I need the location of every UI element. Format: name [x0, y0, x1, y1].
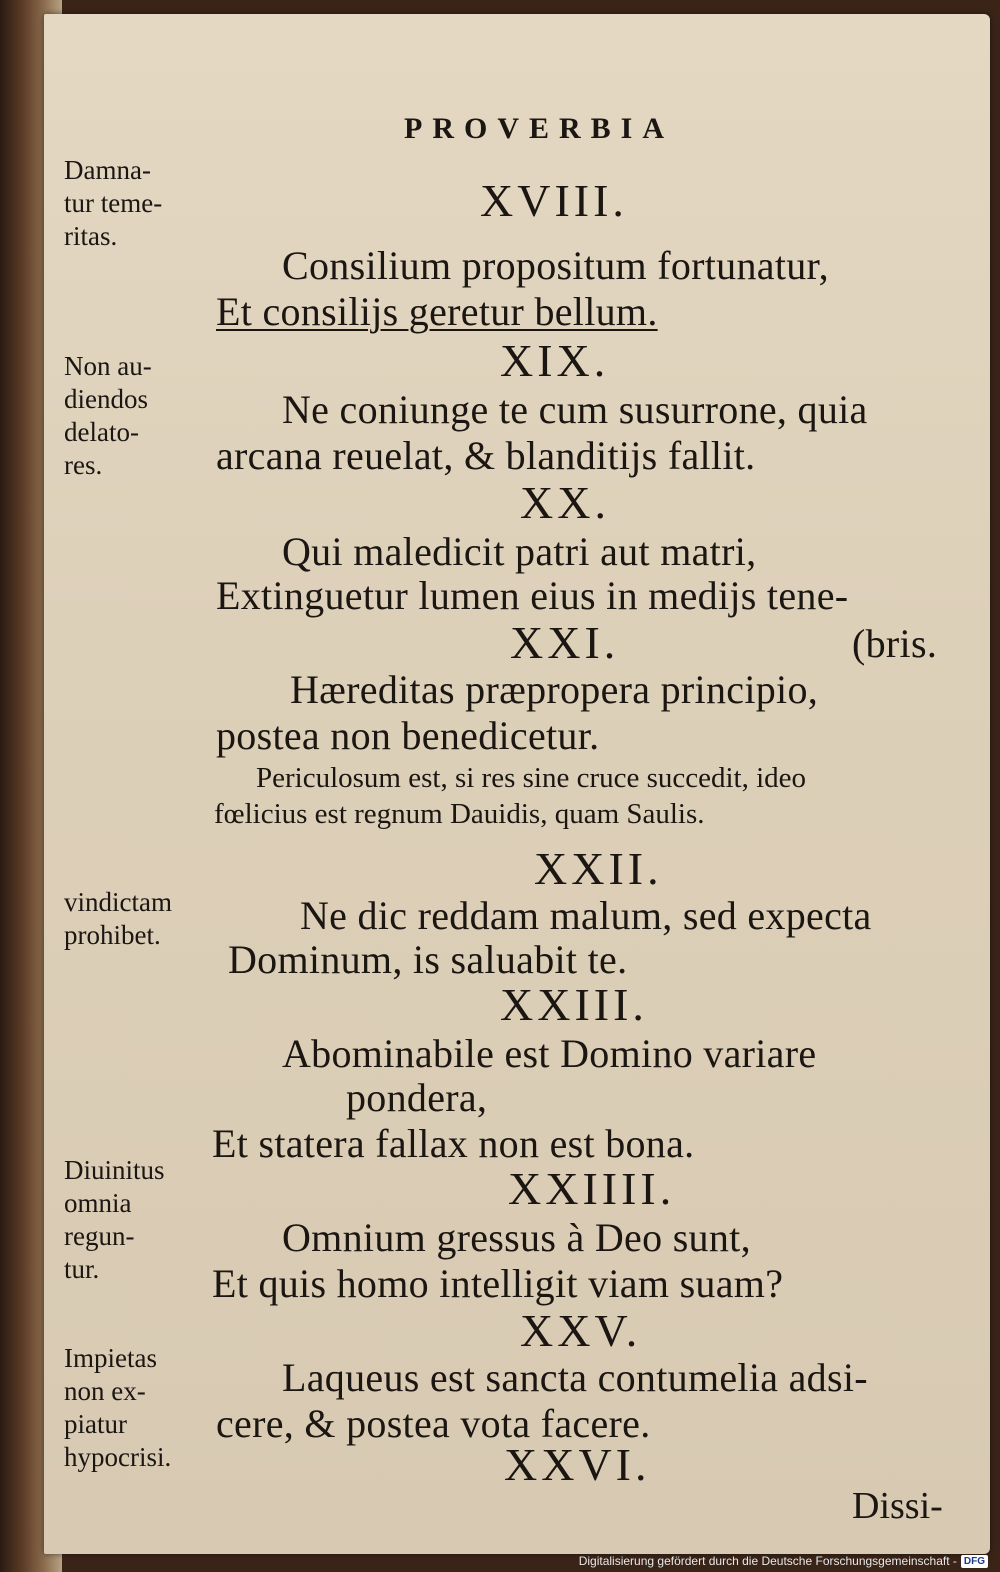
verse-line: Ne coniunge te cum susurrone, quia	[282, 387, 868, 432]
commentary-line: Periculosum est, si res sine cruce succedit, ideo	[256, 762, 807, 794]
running-head: PROVERBIA	[404, 112, 675, 145]
verse-line: Qui maledicit patri aut matri,	[282, 529, 757, 574]
credit-text: Digitalisierung gefördert durch die Deutsche Forschungsgemeinschaft -	[578, 1554, 957, 1568]
verse-line: Hæreditas præpropera principio,	[290, 667, 819, 712]
verse-line: Omnium gressus à Deo sunt,	[282, 1215, 751, 1260]
marginal-note: vindictam prohibet.	[64, 887, 172, 950]
commentary-line: fœlicius est regnum Dauidis, quam Saulis.	[214, 798, 705, 830]
proverb-number: XXI.	[510, 617, 620, 668]
catchword: Dissi-	[852, 1485, 943, 1527]
proverb-number: XXV.	[520, 1305, 642, 1356]
marginal-note: Non au- diendos delato- res.	[64, 351, 152, 480]
proverb-number: XX.	[520, 477, 610, 528]
dfg-logo: DFG	[961, 1555, 988, 1568]
digitization-credit	[579, 1554, 988, 1568]
proverb-number: XXVI.	[504, 1439, 651, 1490]
proverb-number: XXIII.	[500, 979, 648, 1030]
verse-line: Et statera fallax non est bona.	[212, 1121, 695, 1166]
verse-line: Dominum, is saluabit te.	[228, 937, 628, 982]
marginal-note: Impietas non ex- piatur hypocrisi.	[64, 1343, 172, 1472]
verse-line: Laqueus est sancta contumelia adsi-	[282, 1355, 868, 1400]
book-page	[44, 14, 990, 1554]
verse-continuation: (bris.	[852, 621, 938, 666]
proverb-number: XIX.	[500, 335, 610, 386]
verse-line: Ne dic reddam malum, sed expecta	[300, 893, 872, 938]
verse-line: Et quis homo intelligit viam suam?	[212, 1261, 784, 1306]
proverb-number: XVIII.	[480, 175, 628, 226]
verse-line: cere, & postea vota facere.	[216, 1401, 651, 1446]
verse-line: Consilium propositum fortunatur,	[282, 243, 829, 288]
verse-line: Abominabile est Domino variare	[282, 1031, 817, 1076]
verse-line: Et consilijs geretur bellum.	[216, 289, 658, 334]
verse-line: postea non benedicetur.	[216, 713, 600, 758]
proverb-number: XXIIII.	[508, 1163, 676, 1214]
verse-line: Extinguetur lumen eius in medijs tene-	[216, 573, 849, 618]
verse-line: pondera,	[346, 1075, 488, 1120]
marginal-note: Damna- tur teme- ritas.	[64, 155, 163, 251]
proverb-number: XXII.	[534, 843, 663, 894]
marginal-note: Diuinitus omnia regun- tur.	[64, 1155, 165, 1284]
verse-line: arcana reuelat, & blanditijs fallit.	[216, 433, 756, 478]
